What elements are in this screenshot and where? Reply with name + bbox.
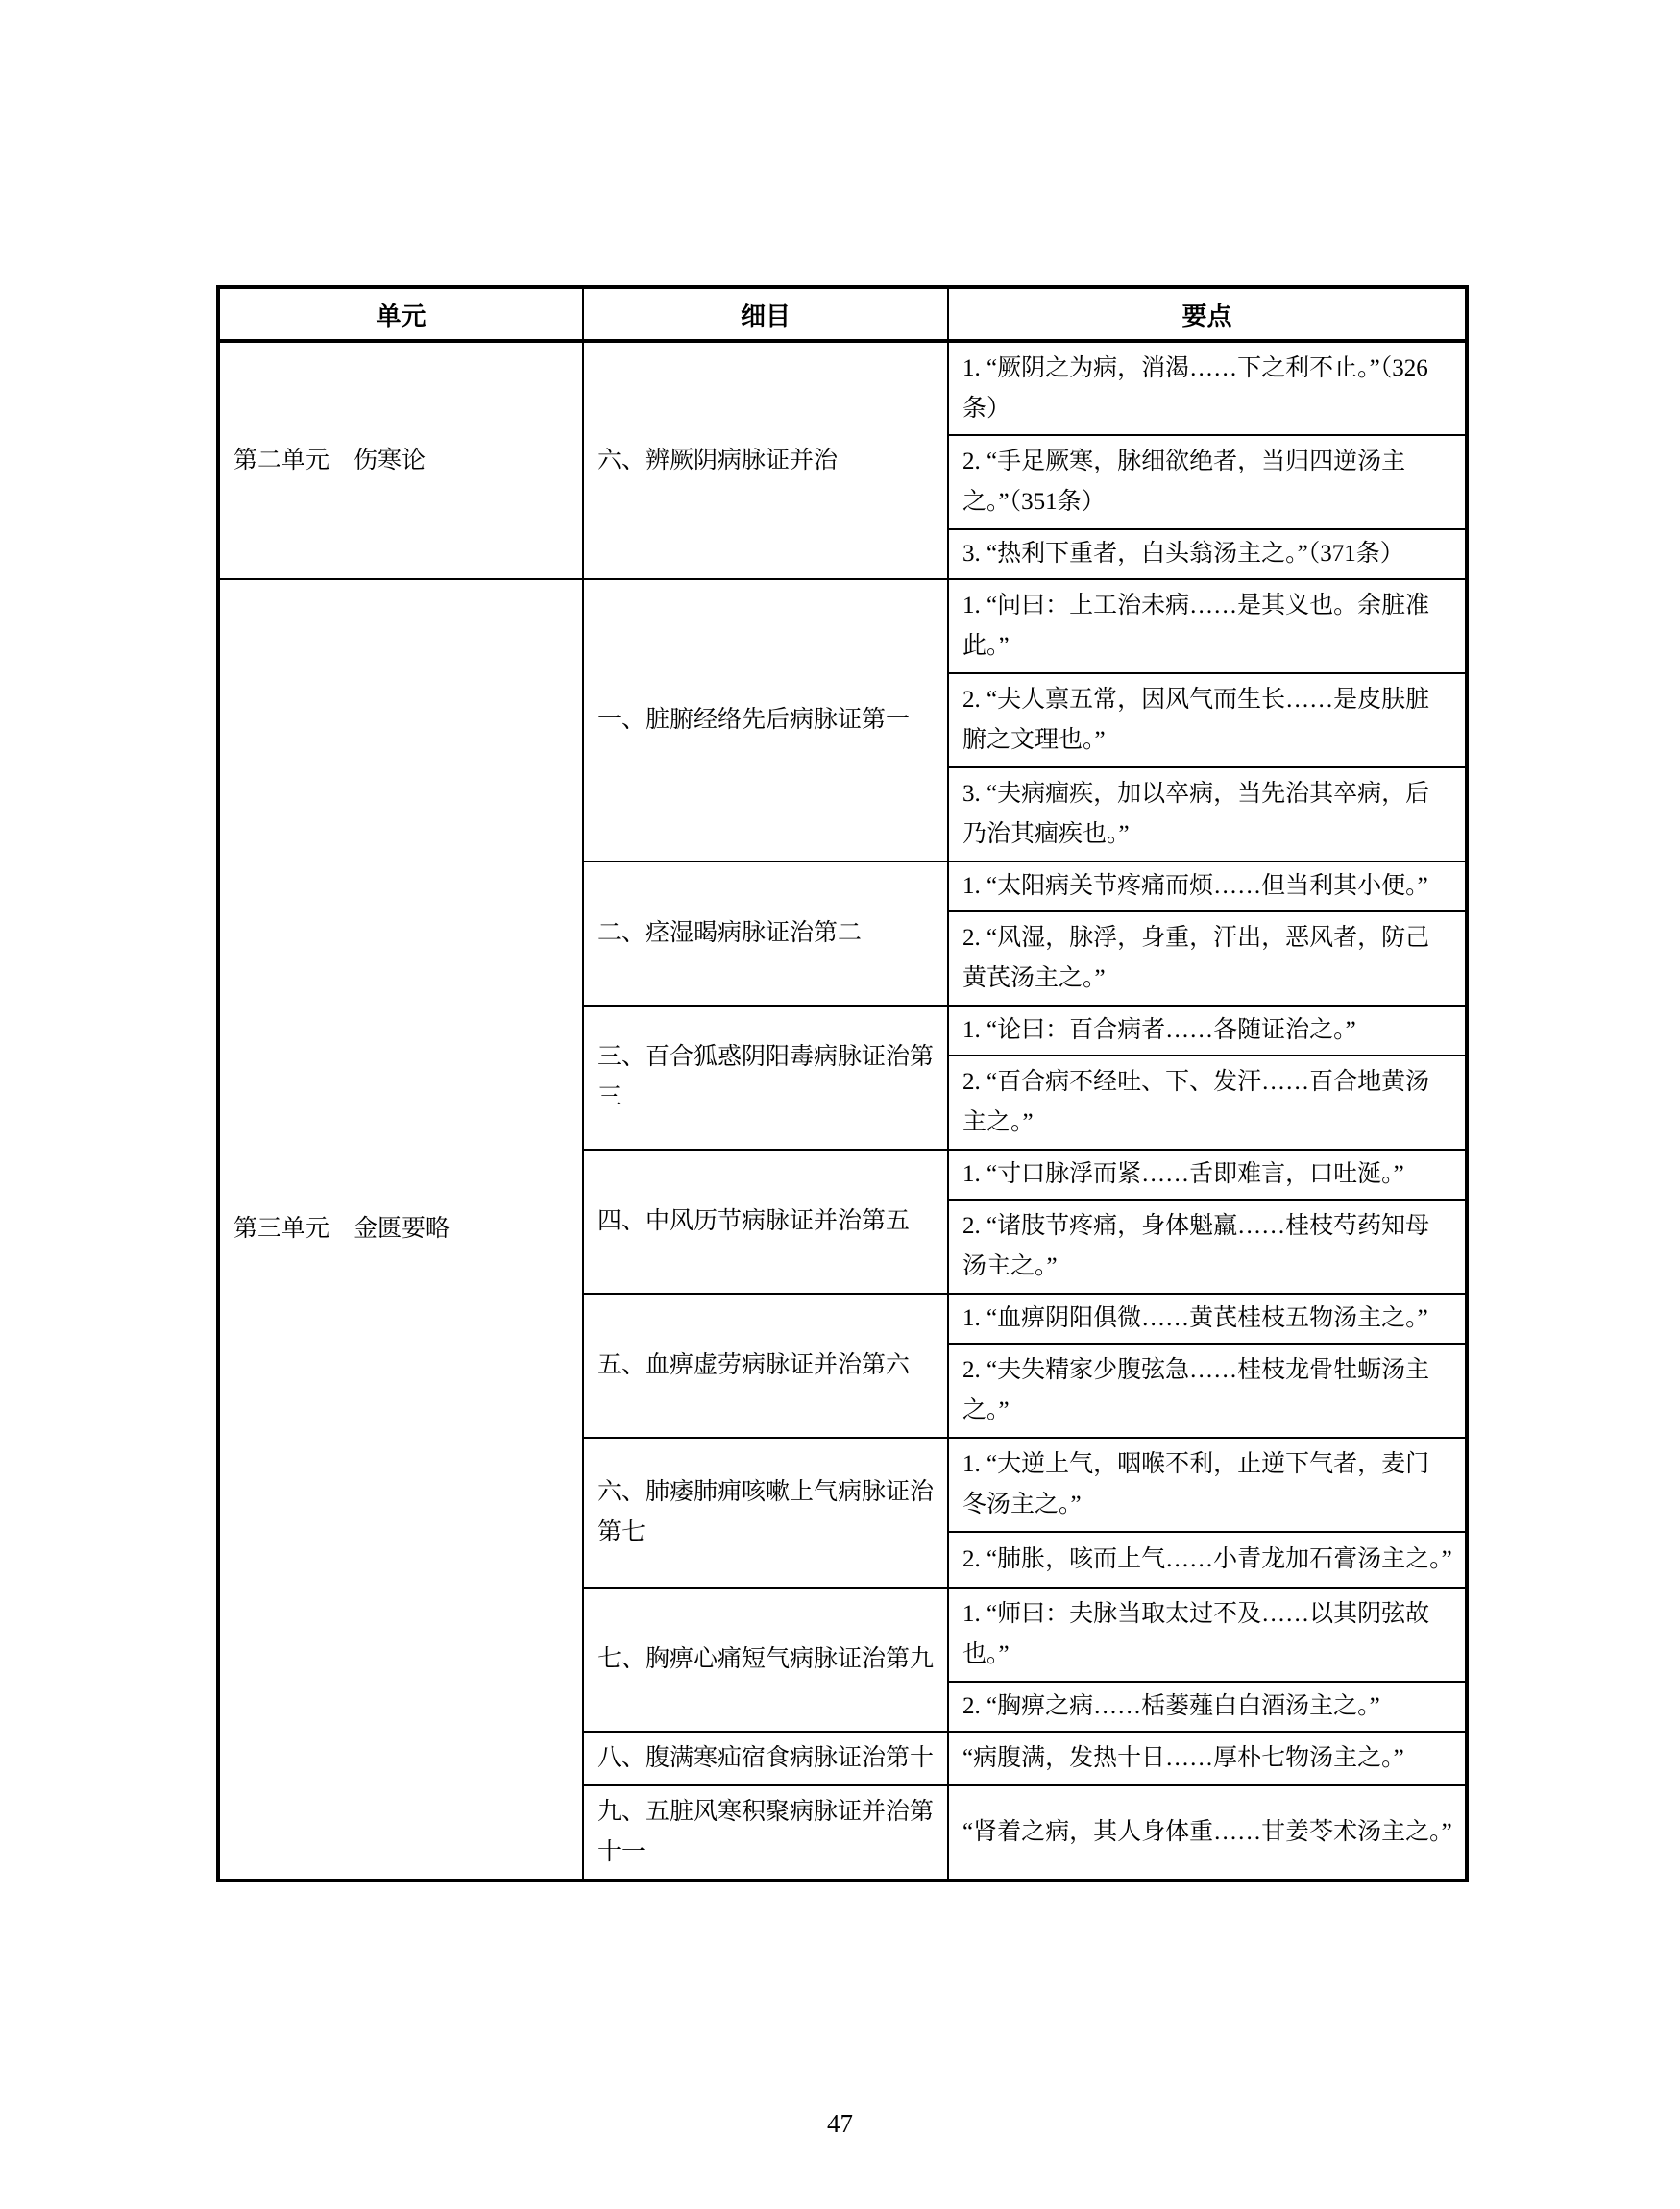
point-cell: 1. “太阳病关节疼痛而烦……但当利其小便。” [948,862,1467,911]
point-cell: 1. “问曰：上工治未病……是其义也。余脏准此。” [948,579,1467,673]
point-cell: 2. “夫人禀五常，因风气而生长……是皮肤脏腑之文理也。” [948,673,1467,767]
point-cell: 1. “师曰：夫脉当取太过不及……以其阴弦故也。” [948,1588,1467,1682]
unit-cell: 第二单元 伤寒论 [218,341,583,579]
syllabus-table [216,285,1469,1882]
item-cell: 六、肺痿肺痈咳嗽上气病脉证治第七 [583,1438,948,1588]
table-row [218,341,1467,435]
item-cell: 一、脏腑经络先后病脉证第一 [583,579,948,862]
item-cell: 八、腹满寒疝宿食病脉证治第十 [583,1732,948,1785]
point-cell: 2. “诸肢节疼痛，身体魁羸……桂枝芍药知母汤主之。” [948,1200,1467,1294]
item-cell: 九、五脏风寒积聚病脉证并治第十一 [583,1785,948,1881]
point-cell: 2. “胸痹之病……栝蒌薤白白酒汤主之。” [948,1682,1467,1732]
col-header-point: 要点 [948,287,1467,341]
col-header-item: 细目 [583,287,948,341]
point-cell: 1. “血痹阴阳俱微……黄芪桂枝五物汤主之。” [948,1294,1467,1344]
item-cell: 六、辨厥阴病脉证并治 [583,341,948,579]
point-cell: 1. “论曰：百合病者……各随证治之。” [948,1006,1467,1056]
point-cell: 3. “热利下重者，白头翁汤主之。”（371条） [948,529,1467,579]
point-cell: 1. “寸口脉浮而紧……舌即难言，口吐涎。” [948,1150,1467,1200]
unit-cell: 第三单元 金匮要略 [218,579,583,1881]
point-cell: 1. “大逆上气，咽喉不利，止逆下气者，麦门冬汤主之。” [948,1438,1467,1532]
point-cell: 2. “夫失精家少腹弦急……桂枝龙骨牡蛎汤主之。” [948,1344,1467,1438]
item-cell: 三、百合狐惑阴阳毒病脉证治第三 [583,1006,948,1150]
header-row [218,287,1467,341]
table-row [218,579,1467,673]
item-cell: 二、痉湿暍病脉证治第二 [583,862,948,1006]
point-cell: 2. “手足厥寒，脉细欲绝者，当归四逆汤主之。”（351条） [948,435,1467,529]
point-cell: “病腹满，发热十日……厚朴七物汤主之。” [948,1732,1467,1785]
point-cell: 1. “厥阴之为病，消渴……下之利不止。”（326条） [948,341,1467,435]
item-cell: 五、血痹虚劳病脉证并治第六 [583,1294,948,1438]
point-cell: 2. “百合病不经吐、下、发汗……百合地黄汤主之。” [948,1056,1467,1150]
item-cell: 七、胸痹心痛短气病脉证治第九 [583,1588,948,1732]
point-cell: 3. “夫病痼疾，加以卒病，当先治其卒病，后乃治其痼疾也。” [948,767,1467,862]
point-cell: 2. “风湿，脉浮，身重，汗出，恶风者，防己黄芪汤主之。” [948,911,1467,1006]
page-number: 47 [827,2109,853,2138]
item-cell: 四、中风历节病脉证并治第五 [583,1150,948,1294]
col-header-unit: 单元 [218,287,583,341]
point-cell: “肾着之病，其人身体重……甘姜苓术汤主之。” [948,1785,1467,1881]
point-cell: 2. “肺胀，咳而上气……小青龙加石膏汤主之。” [948,1532,1467,1588]
